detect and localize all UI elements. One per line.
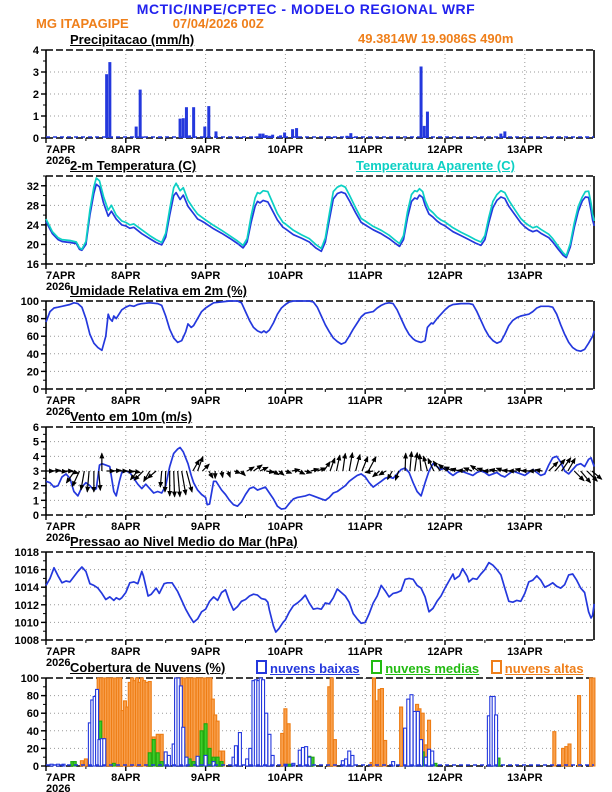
svg-text:4: 4 xyxy=(32,451,39,464)
svg-text:1012: 1012 xyxy=(14,599,39,612)
svg-text:5: 5 xyxy=(32,436,39,449)
svg-text:4: 4 xyxy=(32,45,39,57)
svg-text:8APR: 8APR xyxy=(111,270,141,282)
svg-text:2026: 2026 xyxy=(46,155,71,167)
legend-nuvens-altas-label: nuvens altas xyxy=(504,661,584,676)
temp-chart-title: 2-m Temperatura (C) xyxy=(70,158,197,173)
svg-text:2: 2 xyxy=(32,89,39,101)
legend-nuvens-altas xyxy=(491,661,584,676)
svg-text:13APR: 13APR xyxy=(507,395,543,407)
svg-text:12APR: 12APR xyxy=(427,270,463,282)
svg-text:11APR: 11APR xyxy=(347,395,383,407)
svg-text:12APR: 12APR xyxy=(427,144,463,156)
svg-text:13APR: 13APR xyxy=(507,646,543,658)
svg-text:1008: 1008 xyxy=(14,635,39,647)
svg-text:10APR: 10APR xyxy=(267,646,304,658)
svg-text:12APR: 12APR xyxy=(427,521,463,533)
svg-text:40: 40 xyxy=(26,725,39,738)
svg-text:2026: 2026 xyxy=(46,783,71,792)
svg-text:9APR: 9APR xyxy=(190,395,221,407)
svg-text:1: 1 xyxy=(32,111,39,123)
rh-chart-title: Umidade Relativa em 2m (%) xyxy=(70,283,248,298)
svg-text:1014: 1014 xyxy=(14,582,39,595)
svg-text:10APR: 10APR xyxy=(267,144,304,156)
svg-text:10APR: 10APR xyxy=(267,521,304,533)
svg-text:13APR: 13APR xyxy=(507,270,543,282)
svg-text:10APR: 10APR xyxy=(267,395,304,407)
svg-text:0: 0 xyxy=(32,133,39,145)
svg-text:8APR: 8APR xyxy=(111,646,141,658)
svg-text:3: 3 xyxy=(32,466,39,478)
svg-text:7APR: 7APR xyxy=(46,521,76,533)
legend-nuvens-medias xyxy=(371,661,479,676)
wind-chart-title: Vento em 10m (m/s) xyxy=(70,409,193,424)
svg-text:80: 80 xyxy=(26,690,39,703)
svg-text:9APR: 9APR xyxy=(190,270,221,282)
svg-text:1016: 1016 xyxy=(14,564,39,577)
svg-text:7APR: 7APR xyxy=(46,144,76,156)
svg-text:11APR: 11APR xyxy=(347,646,383,658)
svg-text:11APR: 11APR xyxy=(347,144,383,156)
svg-text:8APR: 8APR xyxy=(111,395,141,407)
page-title: MCTIC/INPE/CPTEC - MODELO REGIONAL WRF xyxy=(136,1,476,17)
header-station-line xyxy=(36,16,264,31)
legend-nuvens-baixas xyxy=(256,661,360,676)
station-coordinates: 49.3814W 19.9086S 490m xyxy=(358,31,514,46)
svg-text:80: 80 xyxy=(26,313,39,326)
svg-text:1: 1 xyxy=(32,495,39,508)
svg-text:3: 3 xyxy=(32,67,39,79)
svg-text:2026: 2026 xyxy=(46,406,71,418)
precip-chart-title: Precipitacao (mm/h) xyxy=(70,32,195,47)
svg-text:2026: 2026 xyxy=(46,281,71,293)
legend-nuvens-baixas-label: nuvens baixas xyxy=(270,661,360,676)
svg-text:13APR: 13APR xyxy=(507,772,543,784)
svg-text:2026: 2026 xyxy=(46,657,71,669)
svg-text:12APR: 12APR xyxy=(427,395,463,407)
svg-text:9APR: 9APR xyxy=(190,646,221,658)
svg-text:24: 24 xyxy=(26,219,39,232)
svg-text:11APR: 11APR xyxy=(347,521,383,533)
svg-text:13APR: 13APR xyxy=(507,144,543,156)
svg-text:7APR: 7APR xyxy=(46,395,76,407)
svg-text:10APR: 10APR xyxy=(267,772,304,784)
clouds-legend xyxy=(248,660,584,676)
svg-text:7APR: 7APR xyxy=(46,772,76,784)
svg-text:0: 0 xyxy=(32,384,39,396)
svg-text:12APR: 12APR xyxy=(427,772,463,784)
clouds-chart-title: Cobertura de Nuvens (%) xyxy=(70,660,226,675)
svg-text:2: 2 xyxy=(32,480,39,493)
svg-text:100: 100 xyxy=(20,296,39,308)
svg-text:16: 16 xyxy=(26,259,39,271)
nuvens-altas-swatch-icon xyxy=(491,660,502,674)
nuvens-baixas-swatch-icon xyxy=(256,660,267,674)
svg-text:9APR: 9APR xyxy=(190,144,221,156)
nuvens-medias-swatch-icon xyxy=(371,660,382,674)
svg-text:10APR: 10APR xyxy=(267,270,304,282)
svg-text:20: 20 xyxy=(26,743,39,756)
svg-text:9APR: 9APR xyxy=(190,772,221,784)
svg-text:11APR: 11APR xyxy=(347,772,383,784)
svg-text:7APR: 7APR xyxy=(46,646,76,658)
svg-text:0: 0 xyxy=(32,510,39,522)
svg-text:20: 20 xyxy=(26,239,39,252)
station-name: MG ITAPAGIPE xyxy=(36,16,129,31)
svg-text:7APR: 7APR xyxy=(46,270,76,282)
svg-text:60: 60 xyxy=(26,708,39,721)
svg-text:12APR: 12APR xyxy=(427,646,463,658)
svg-text:60: 60 xyxy=(26,331,39,344)
svg-text:1010: 1010 xyxy=(14,617,39,630)
svg-text:20: 20 xyxy=(26,366,39,379)
svg-text:9APR: 9APR xyxy=(190,521,221,533)
svg-text:32: 32 xyxy=(26,180,39,193)
svg-text:100: 100 xyxy=(20,673,39,685)
svg-text:0: 0 xyxy=(32,761,39,773)
model-run-datetime: 07/04/2026 00Z xyxy=(172,16,264,31)
svg-text:6: 6 xyxy=(32,422,39,434)
svg-text:40: 40 xyxy=(26,348,39,361)
svg-text:13APR: 13APR xyxy=(507,521,543,533)
apparent-temp-legend: Temperatura Aparente (C) xyxy=(356,158,515,173)
svg-text:1018: 1018 xyxy=(14,547,39,559)
pressure-chart-title: Pressao ao Nivel Medio do Mar (hPa) xyxy=(70,534,298,549)
svg-text:8APR: 8APR xyxy=(111,144,141,156)
svg-text:8APR: 8APR xyxy=(111,521,141,533)
svg-text:28: 28 xyxy=(26,200,39,213)
svg-text:8APR: 8APR xyxy=(111,772,141,784)
legend-nuvens-medias-label: nuvens medias xyxy=(385,661,480,676)
svg-text:11APR: 11APR xyxy=(347,270,383,282)
svg-text:2026: 2026 xyxy=(46,532,71,544)
